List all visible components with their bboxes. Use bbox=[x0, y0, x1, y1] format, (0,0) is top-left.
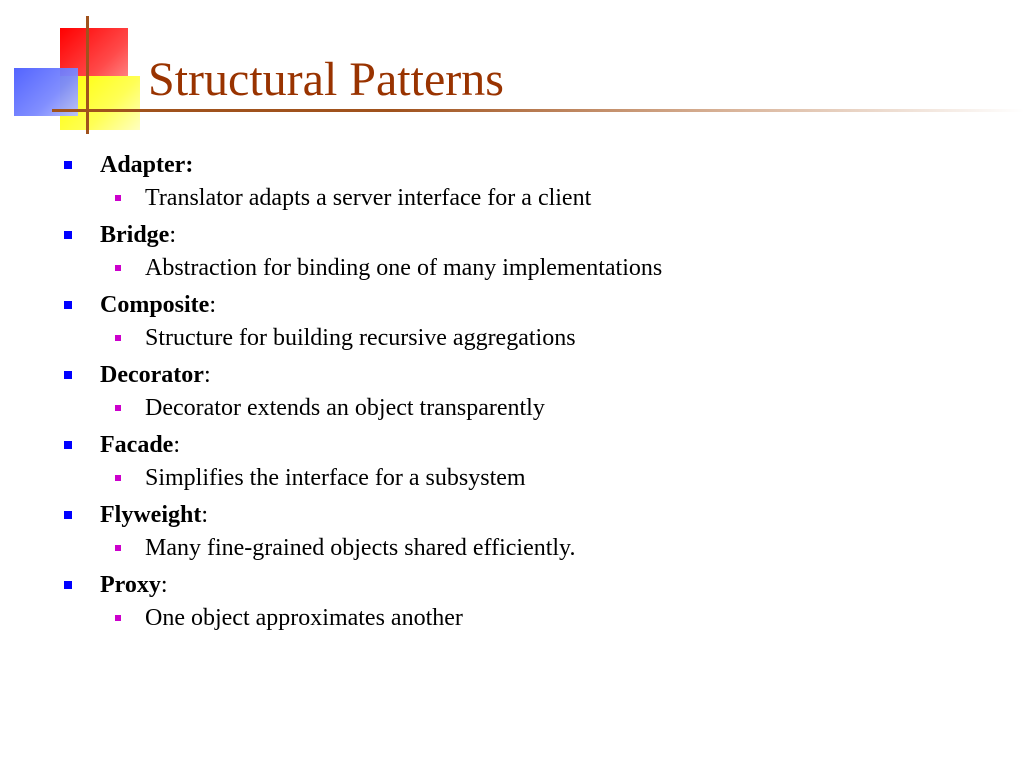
pattern-suffix: : bbox=[169, 222, 176, 248]
sub-bullet-square-icon bbox=[115, 405, 121, 411]
pattern-description: Simplifies the interface for a subsystem bbox=[145, 465, 526, 491]
pattern-name: Adapter: bbox=[100, 152, 194, 178]
pattern-suffix: : bbox=[160, 572, 168, 598]
pattern-name: Composite bbox=[100, 292, 210, 318]
pattern-name: Facade bbox=[100, 432, 174, 458]
pattern-suffix: : bbox=[203, 362, 211, 388]
sub-bullet-square-icon bbox=[115, 265, 121, 271]
bullet-square-icon bbox=[64, 511, 72, 519]
pattern-name: Bridge bbox=[100, 222, 170, 248]
pattern-heading bbox=[100, 360, 211, 390]
slide-title: Structural Patterns bbox=[148, 53, 504, 106]
bullet-square-icon bbox=[64, 441, 72, 449]
sub-bullet-square-icon bbox=[115, 615, 121, 621]
pattern-description: Many fine-grained objects shared efficiently. bbox=[145, 535, 576, 561]
bullet-square-icon bbox=[64, 161, 72, 169]
pattern-heading bbox=[100, 430, 180, 460]
sub-bullet-square-icon bbox=[115, 195, 121, 201]
pattern-description: One object approximates another bbox=[145, 605, 463, 631]
bullet-square-icon bbox=[64, 231, 72, 239]
pattern-description: Translator adapts a server interface for a client bbox=[145, 185, 592, 211]
bullet-square-icon bbox=[64, 371, 72, 379]
sub-bullet-square-icon bbox=[115, 335, 121, 341]
pattern-description: Decorator extends an object transparently bbox=[145, 395, 545, 421]
pattern-heading bbox=[100, 150, 193, 180]
pattern-description: Abstraction for binding one of many implementations bbox=[145, 255, 663, 281]
pattern-heading bbox=[100, 290, 216, 320]
sub-bullet-square-icon bbox=[115, 545, 121, 551]
pattern-heading bbox=[100, 220, 176, 250]
pattern-name: Decorator bbox=[100, 362, 204, 388]
pattern-heading bbox=[100, 500, 208, 530]
pattern-suffix: : bbox=[173, 432, 180, 458]
sub-bullet-square-icon bbox=[115, 475, 121, 481]
pattern-name: Proxy bbox=[100, 572, 161, 598]
pattern-description: Structure for building recursive aggregations bbox=[145, 325, 576, 351]
pattern-heading bbox=[100, 570, 168, 600]
pattern-suffix: : bbox=[201, 502, 208, 528]
pattern-name: Flyweight bbox=[100, 502, 202, 528]
pattern-suffix: : bbox=[209, 292, 216, 318]
bullet-square-icon bbox=[64, 581, 72, 589]
bullet-square-icon bbox=[64, 301, 72, 309]
